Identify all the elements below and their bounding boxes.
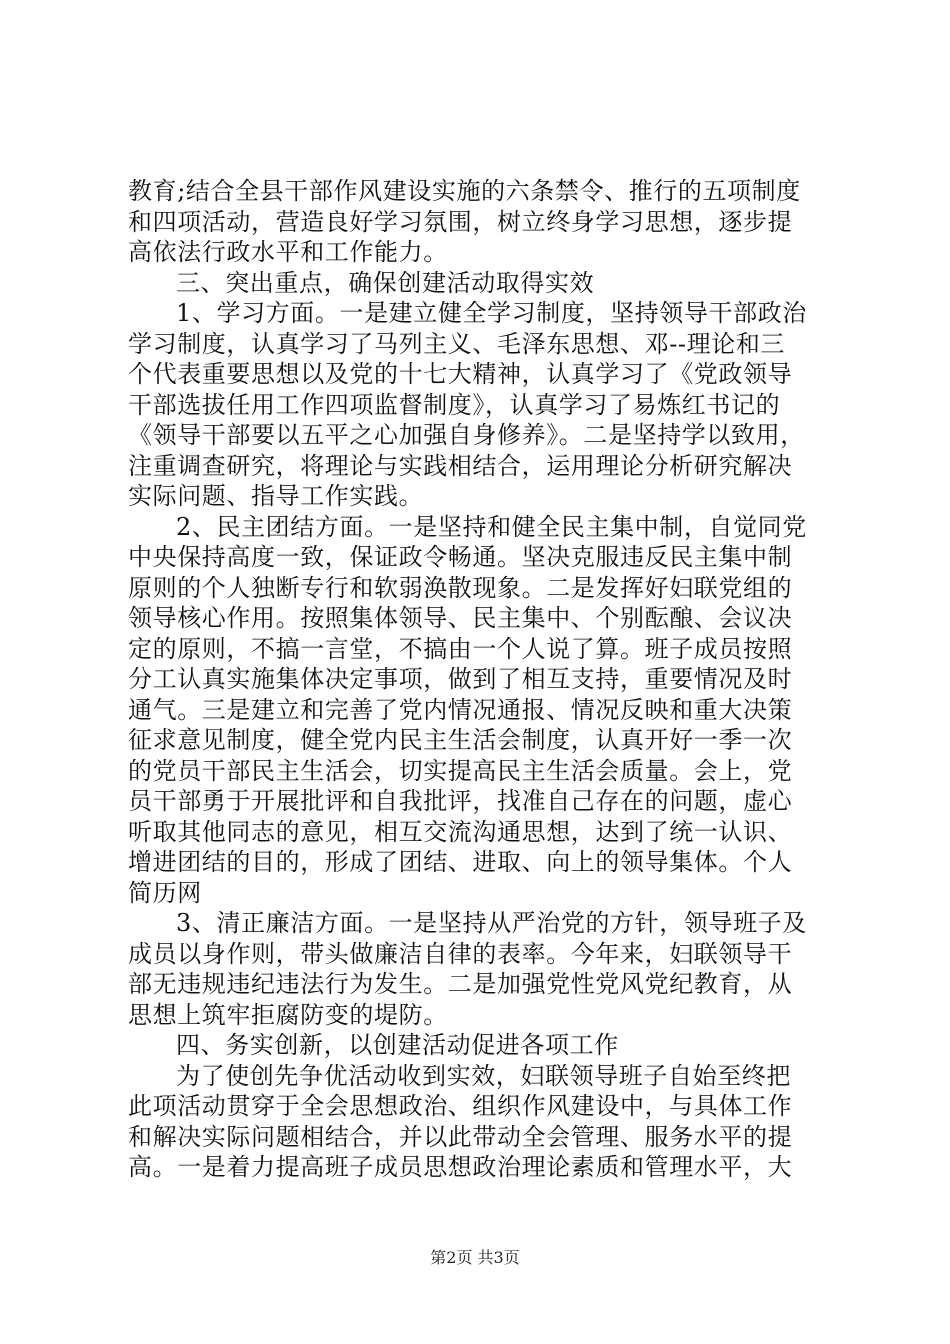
document-body — [128, 176, 840, 1183]
body-line: 干部选拔任用工作四项监督制度》，认真学习了易炼红书记的 — [128, 390, 781, 419]
section-heading: 四、务实创新，以创建活动促进各项工作 — [176, 1031, 619, 1059]
body-line: 和解决实际问题相结合，并以此带动全会管理、服务水平的提 — [128, 1122, 793, 1151]
body-line: 个代表重要思想以及党的十七大精神，认真学习了《党政领导 — [128, 360, 793, 388]
body-line: 和四项活动，营造良好学习氛围，树立终身学习思想，逐步提 — [128, 207, 793, 236]
body-line: 原则的个人独断专行和软弱涣散现象。二是发挥好妇联党组的 — [128, 573, 793, 602]
body-line: 此项活动贯穿于全会思想政治、组织作风建设中，与具体工作 — [128, 1092, 793, 1120]
paragraph-first-line: 为了使创先争优活动收到实效，妇联领导班子自始至终把 — [176, 1061, 791, 1090]
body-line: 的党员干部民主生活会，切实提高民主生活会质量。会上，党 — [128, 756, 793, 785]
body-line: 听取其他同志的意见，相互交流沟通思想，达到了统一认识、 — [128, 817, 793, 846]
body-line: 高。一是着力提高班子成员思想政治理论素质和管理水平，大 — [128, 1153, 793, 1181]
body-line: 教育;结合全县干部作风建设实施的六条禁令、推行的五项制度 — [128, 177, 801, 205]
body-line: 高依法行政水平和工作能力。 — [128, 238, 448, 266]
body-line: 注重调查研究，将理论与实践相结合，运用理论分析研究解决 — [128, 451, 793, 480]
body-line: 简历网 — [128, 878, 202, 907]
paragraph-first-line: 2、民主团结方面。一是坚持和健全民主集中制，自觉同党 — [176, 512, 807, 541]
page-footer: 第2页 共3页 — [430, 1248, 520, 1267]
body-line: 领导核心作用。按照集体领导、民主集中、个别酝酿、会议决 — [128, 604, 793, 632]
body-line: 员干部勇于开展批评和自我批评，找准自己存在的问题，虚心 — [128, 787, 793, 815]
body-line: 定的原则，不搞一言堂，不搞由一个人说了算。班子成员按照 — [128, 634, 793, 663]
body-line: 成员以身作则，带头做廉洁自律的表率。今年来，妇联领导干 — [128, 939, 793, 968]
body-line: 增进团结的目的，形成了团结、进取、向上的领导集体。个人 — [128, 848, 793, 876]
body-line: 思想上筑牢拒腐防变的堤防。 — [128, 1000, 448, 1029]
body-line: 学习制度，认真学习了马列主义、毛泽东思想、邓--理论和三 — [128, 329, 786, 358]
paragraph-first-line: 3、清正廉洁方面。一是坚持从严治党的方针，领导班子及 — [176, 909, 807, 937]
body-line: 中央保持高度一致，保证政令畅通。坚决克服违反民主集中制 — [128, 543, 793, 571]
paragraph-first-line: 1、学习方面。一是建立健全学习制度，坚持领导干部政治 — [176, 299, 807, 327]
body-line: 通气。三是建立和完善了党内情况通报、情况反映和重大决策 — [128, 695, 793, 724]
body-line: 分工认真实施集体决定事项，做到了相互支持，重要情况及时 — [128, 665, 793, 693]
body-line: 征求意见制度，健全党内民主生活会制度，认真开好一季一次 — [128, 726, 793, 754]
section-heading: 三、突出重点，确保创建活动取得实效 — [176, 268, 595, 297]
body-line: 《领导干部要以五平之心加强自身修养》。二是坚持学以致用， — [128, 421, 805, 449]
body-line: 实际问题、指导工作实践。 — [128, 482, 424, 510]
body-line: 部无违规违纪违法行为发生。二是加强党性党风党纪教育，从 — [128, 970, 793, 998]
